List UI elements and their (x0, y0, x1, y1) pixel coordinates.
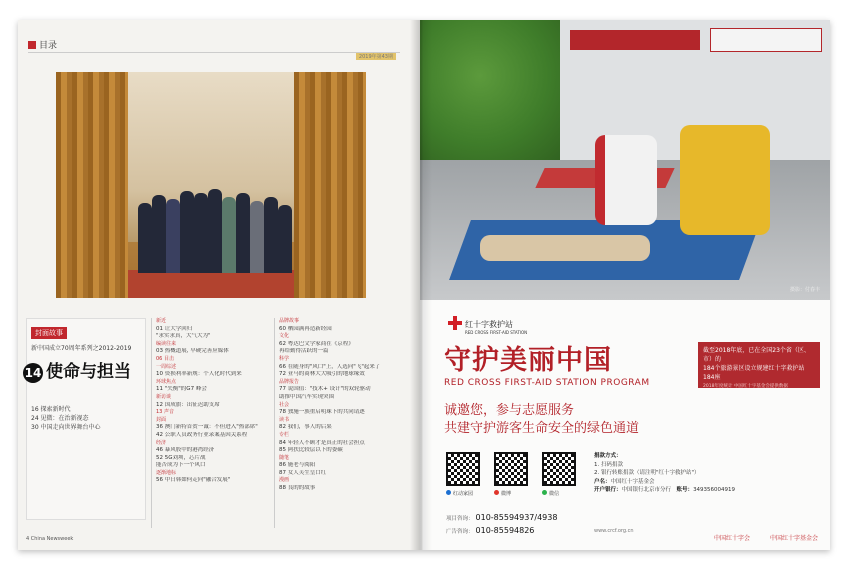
volunteer-figure (595, 135, 657, 225)
weibo-icon (494, 490, 499, 495)
toc-section-label: 科学 (279, 355, 290, 362)
toc-section-label: 编读往来 (156, 340, 177, 347)
trainee-figure (680, 125, 770, 235)
red-cross-icon (448, 316, 462, 330)
toc-entry[interactable]: 12 国成旗：出征迟助支席 (156, 401, 220, 408)
donation-info (594, 452, 735, 495)
toc-entry[interactable]: "求实求真，大气大为" (156, 333, 211, 340)
account-number: 349356004919 (693, 487, 736, 493)
toc-entry[interactable]: 再给勤得活跃的一篇 (279, 348, 329, 355)
qr-label: 微信 (542, 490, 559, 497)
toc-entry[interactable]: 助推中国汽车实现突围 (279, 393, 335, 400)
toc-section-label: 一周综述 (156, 363, 177, 370)
qr-code[interactable] (446, 452, 480, 486)
toc-section-label: 品牌报告 (279, 378, 300, 385)
station-sign-white (710, 28, 822, 52)
bank-name: 中国银行北京市分行 (621, 487, 672, 493)
ad-title: 守护美丽中国 (444, 345, 612, 376)
right-page (420, 20, 830, 550)
cover-story-box (26, 318, 146, 520)
person (208, 189, 222, 273)
left-page (18, 20, 420, 550)
person (194, 193, 208, 273)
ad-title-en: RED CROSS FIRST-AID STATION PROGRAM (444, 378, 650, 388)
logo-en: RED CROSS FIRST-AID STATION (465, 330, 528, 335)
first-aid-photo (420, 20, 830, 300)
toc-section-label: 逐渐地标 (156, 469, 177, 476)
toc-entry[interactable]: 77 说国值："技术+ 设计"的双轮驱动 (279, 386, 371, 393)
cover-story-tag: 封面故事 (31, 327, 67, 339)
toc-entry[interactable]: 85 阿扶比较层以下的委碳 (279, 447, 343, 454)
toc-entry[interactable]: 01 让大学回归 (156, 325, 193, 332)
wechat-icon (542, 490, 547, 495)
toc-entry[interactable]: 88 良的的故事 (279, 485, 316, 492)
left-curtain (56, 72, 128, 298)
toc-section-label: 封面 (156, 416, 167, 423)
project-phone[interactable]: 010-85594937/4938 (475, 513, 558, 522)
toc-section-label: 环球焦点 (156, 378, 177, 385)
red-carpet (116, 270, 306, 298)
person (138, 203, 152, 273)
stats-box (698, 342, 820, 388)
person (250, 201, 264, 273)
slogan-line: 诚邀您，参与志愿服务 (444, 403, 575, 418)
ad-phone[interactable]: 010-85594826 (475, 526, 535, 535)
bank-label: 开户银行： (594, 487, 622, 493)
toc-entry[interactable]: 82 我们，事人的后果 (279, 424, 332, 431)
account-name-label: 户名： (594, 478, 611, 485)
toc-section-label: 新访谈 (156, 393, 172, 400)
account-no-label: 账号： (676, 487, 694, 493)
page-number-badge: 14 (23, 363, 43, 383)
stats-note: 2018年度统计 中国红十字基金会提供数据 (703, 384, 788, 389)
tree (420, 20, 570, 160)
toc-section-label: 新近 (156, 318, 167, 324)
donate-step: 1. 扫码捐款 (594, 461, 623, 468)
toc-section-label: 社会 (279, 401, 290, 408)
toc-entry[interactable]: 16 探索新时代 (31, 406, 71, 413)
ad-slogan (444, 402, 639, 438)
person (278, 205, 292, 273)
footer-logos (696, 533, 818, 542)
website-link[interactable]: www.crcf.org.cn (594, 528, 634, 534)
stats-line: 截至2018年底，已在全国23个省（区、市）的 (703, 347, 810, 363)
page-footer: 4 China Newsweek (26, 536, 74, 542)
lying-person (480, 235, 650, 261)
toc-entry[interactable]: 03 热概道展, 早硬完善应媒体 (156, 348, 229, 355)
qr-code[interactable] (494, 452, 528, 486)
toc-entry[interactable]: 86 施老与阅阳 (279, 462, 316, 469)
toc-entry[interactable]: 78 独施一族重启明珠下的共同请逐 (279, 409, 365, 416)
toc-entry[interactable]: 87 女人芙生皇口红 (279, 469, 327, 476)
qr-code[interactable] (542, 452, 576, 486)
red-cross-society-logo: 中国红十字会 (714, 535, 751, 542)
toc-entry[interactable]: 能否成为下一个风口 (156, 462, 206, 469)
toc-entry[interactable]: 30 中国走向世界舞台中心 (31, 424, 101, 431)
issue-strip: 2019年第43期 (356, 53, 396, 60)
red-cross-foundation-logo: 中国红十字基金会 (769, 535, 818, 542)
stats-line: 184个旅游景区设立规建红十字救护站184座 (703, 365, 805, 381)
toc-entry[interactable]: 42 公职人员政务行业录案基因关系程 (156, 431, 248, 438)
person (152, 195, 166, 273)
toc-section-label: 随笔 (279, 454, 290, 461)
qr-label: 红动家园 (446, 490, 473, 497)
toc-column-2 (279, 318, 397, 493)
toc-entry[interactable]: 52 5G刘圳，芯片战 (156, 454, 206, 461)
toc-header (28, 38, 57, 51)
toc-entry[interactable]: 72 亚马的商林大大吸引的地球缘效 (279, 371, 365, 378)
account-name: 中国红十字基金会 (610, 478, 655, 485)
toc-section-label: 经济 (156, 439, 167, 446)
qr-label: 微博 (494, 490, 511, 497)
donate-title: 捐款方式： (594, 453, 622, 459)
cover-story-items (31, 405, 101, 432)
project-phone-label: 项目咨询： (446, 516, 474, 522)
toc-section-label: 专栏 (279, 431, 290, 438)
column-rule (274, 318, 275, 528)
toc-entry[interactable]: 36 澳门新特首贺一诚：不但进入"热部席" (156, 424, 258, 431)
person (166, 199, 180, 273)
toc-section-label: 13 声音 (156, 409, 174, 416)
toc-entry[interactable]: 24 见微：在治新视态 (31, 415, 89, 422)
person (222, 197, 236, 273)
cover-title-text: 使命与担当 (46, 362, 131, 382)
toc-section-label: 06 目击 (156, 355, 174, 362)
section-mark-icon (28, 41, 36, 49)
toc-section-label: 文化 (279, 333, 290, 340)
person (264, 197, 278, 273)
toc-section-label: 品牌故事 (279, 318, 300, 324)
section-label: 目录 (39, 41, 58, 51)
toc-entry[interactable]: 10 资损利率新规：个人化时代到来 (156, 371, 242, 378)
cover-story-title[interactable] (23, 357, 131, 383)
person (236, 193, 250, 273)
photo-credit: 摄影：付春丰 (789, 287, 820, 293)
right-curtain (294, 72, 366, 298)
crowd (138, 187, 298, 273)
column-rule (151, 318, 152, 528)
toc-section-label: 漫画 (279, 477, 290, 484)
toc-entry[interactable]: 60 栖园满再造新经园 (279, 325, 332, 332)
toc-section-label: 读书 (279, 416, 290, 423)
cover-story-subtitle: 新中国成立70周年系列之2012-2019 (31, 345, 132, 352)
person (180, 191, 194, 273)
reception-photo (56, 72, 366, 298)
magazine-spread (18, 20, 830, 550)
station-sign (570, 30, 700, 50)
spine-gutter (410, 20, 432, 550)
logo-cn: 红十字救护站 (465, 320, 513, 329)
toc-column-1 (156, 318, 274, 485)
donate-step: 2. 银行转账捐款（请注明"红十字救护站"） (594, 470, 700, 476)
toc-entry[interactable]: 11 "失衡"的G7 峰会 (156, 386, 207, 393)
contact-phones (446, 512, 557, 538)
toc-entry[interactable]: 46 暴风股中的港湾经济 (156, 447, 215, 454)
ad-phone-label: 广告咨询： (446, 529, 474, 535)
toc-entry[interactable]: 62 粤达巴文学家商在《京程》 (279, 340, 354, 347)
header-rule (28, 52, 400, 53)
red-cross-logo (448, 316, 527, 335)
slogan-line: 共建守护游客生命安全的绿色通道 (444, 421, 640, 436)
toc-entry[interactable]: 66 在随身的"风口"上，人选向"飞"起来了 (279, 363, 381, 370)
toc-entry[interactable]: 56 中日韩如何走向"融合发展" (156, 477, 231, 484)
toc-entry[interactable]: 84 年轻人不顾才是真正的社会担点 (279, 439, 365, 446)
app-icon (446, 490, 451, 495)
